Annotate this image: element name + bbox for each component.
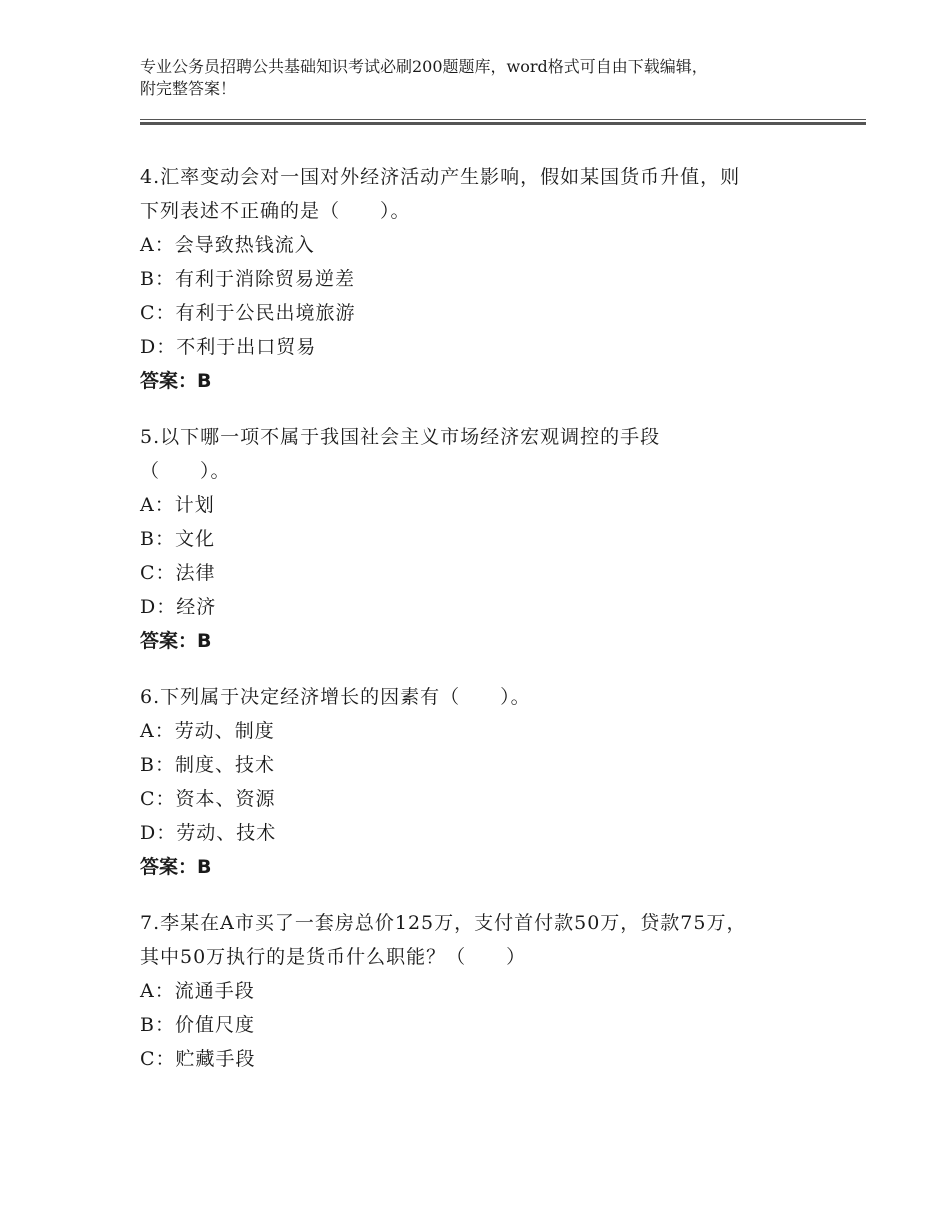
option-d: D：不利于出口贸易 [140, 336, 317, 358]
question-5 [140, 420, 840, 658]
answer-label: 答案：B [140, 630, 212, 652]
question-stem: 5.以下哪一项不属于我国社会主义市场经济宏观调控的手段 [140, 426, 661, 448]
header-divider-thick [140, 122, 866, 125]
question-6 [140, 680, 840, 884]
answer-label: 答案：B [140, 370, 212, 392]
option-c: C：法律 [140, 562, 216, 584]
option-d: D：劳动、技术 [140, 822, 277, 844]
option-c: C：资本、资源 [140, 788, 276, 810]
option-c: C：有利于公民出境旅游 [140, 302, 356, 324]
option-a: A：计划 [140, 494, 215, 516]
option-b: B：价值尺度 [140, 1014, 255, 1036]
option-c: C：贮藏手段 [140, 1048, 256, 1070]
question-7 [140, 906, 840, 1076]
page-header [140, 56, 830, 100]
option-b: B：有利于消除贸易逆差 [140, 268, 355, 290]
option-a: A：劳动、制度 [140, 720, 275, 742]
question-4 [140, 160, 840, 398]
question-stem-continued: 其中50万执行的是货币什么职能？（ ） [140, 946, 527, 968]
option-b: B：制度、技术 [140, 754, 275, 776]
question-stem: 6.下列属于决定经济增长的因素有（ ）。 [140, 686, 531, 708]
option-b: B：文化 [140, 528, 215, 550]
question-stem-continued: 下列表述不正确的是（ ）。 [140, 200, 411, 222]
header-divider-thin [140, 119, 866, 120]
option-d: D：经济 [140, 596, 217, 618]
header-line-1: 专业公务员招聘公共基础知识考试必刷200题题库，word格式可自由下载编辑， [140, 57, 708, 76]
answer-label: 答案：B [140, 856, 212, 878]
header-line-2: 附完整答案！ [140, 79, 237, 98]
option-a: A：流通手段 [140, 980, 255, 1002]
question-list [140, 160, 840, 1098]
question-stem: 7.李某在A市买了一套房总价125万，支付首付款50万，贷款75万， [140, 912, 747, 934]
option-a: A：会导致热钱流入 [140, 234, 315, 256]
question-stem-continued: （ ）。 [140, 460, 231, 482]
question-stem: 4.汇率变动会对一国对外经济活动产生影响，假如某国货币升值，则 [140, 166, 741, 188]
